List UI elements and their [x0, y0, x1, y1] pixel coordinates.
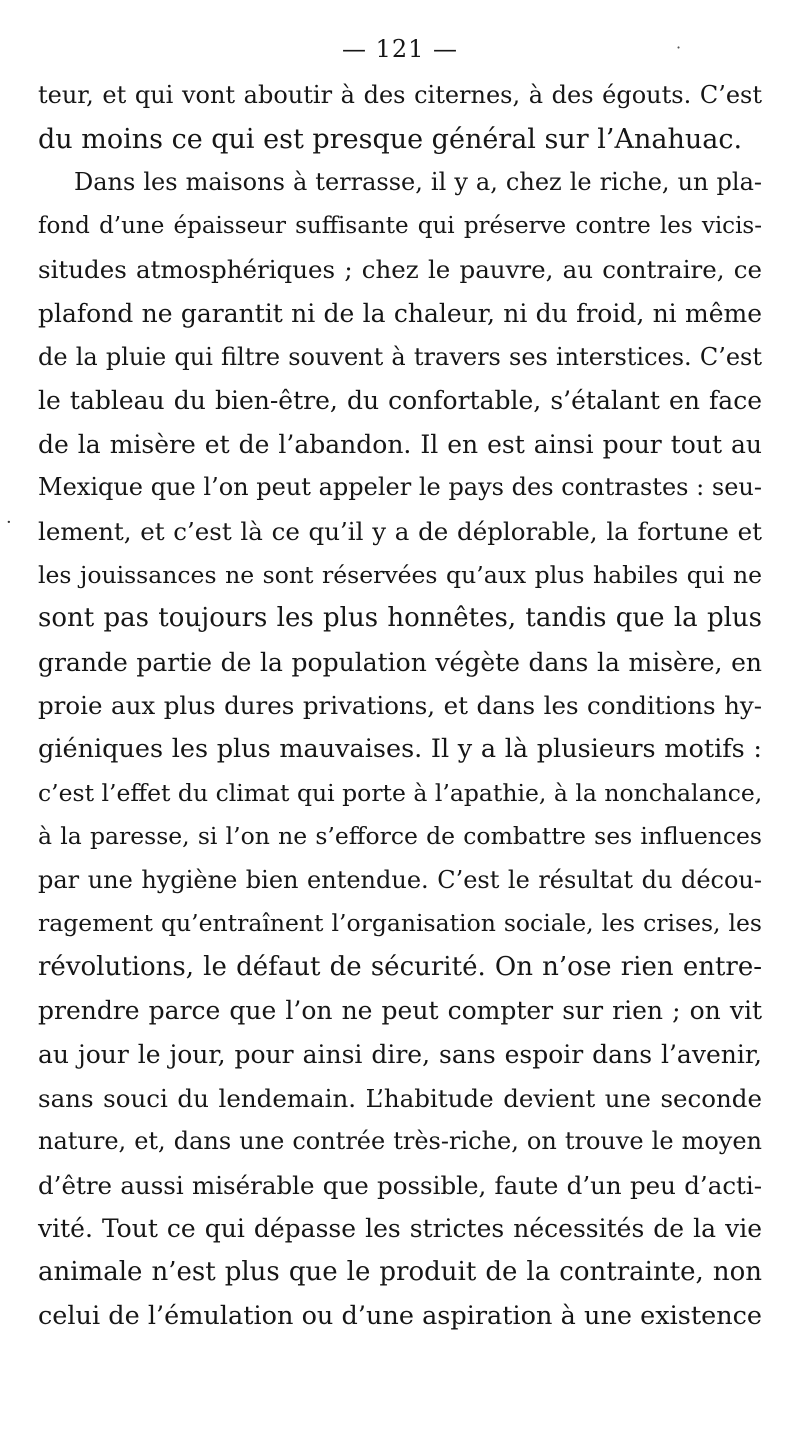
- text-line: nature, et, dans une contrée très-riche, on trouve le moyen: [38, 1127, 762, 1156]
- body-text: [38, 74, 762, 1338]
- text-line: sans souci du lendemain. L’habitude devient une seconde: [38, 1083, 762, 1113]
- text-line: sont pas toujours les plus honnêtes, tandis que la plus: [38, 603, 762, 634]
- speck-mark-icon: ·: [676, 38, 682, 57]
- text-line: teur, et qui vont aboutir à des citernes, à des égouts. C’est: [38, 81, 762, 109]
- text-line: animale n’est plus que le produit de la contrainte, non: [38, 1257, 762, 1288]
- text-line: révolutions, le défaut de sécurité. On n’ose rien entre-: [38, 951, 762, 982]
- page-number: — 121 —: [341, 35, 459, 63]
- text-line: par une hygiène bien entendue. C’est le résultat du décou-: [38, 865, 762, 894]
- text-line: plafond ne garantit ni de la chaleur, ni du froid, ni même: [38, 298, 762, 328]
- text-line: c’est l’effet du climat qui porte à l’apathie, à la nonchalance,: [38, 778, 763, 807]
- text-line: fond d’une épaisseur suffisante qui préserve contre les vicis-: [38, 212, 762, 239]
- text-line: Dans les maisons à terrasse, il y a, chez le riche, un pla-: [74, 168, 762, 197]
- text-line: celui de l’émulation ou d’une aspiration à une existence: [38, 1300, 762, 1331]
- text-line: ragement qu’entraînent l’organisation sociale, les crises, les: [38, 909, 762, 938]
- text-line: proie aux plus dures privations, et dans les conditions hy-: [38, 691, 762, 721]
- text-line: grande partie de la population végète dans la misère, en: [38, 647, 762, 677]
- text-line: à la paresse, si l’on ne s’efforce de combattre ses influences: [38, 822, 762, 851]
- text-line: giéniques les plus mauvaises. Il y a là plusieurs motifs :: [38, 733, 762, 764]
- margin-dot-icon: ·: [6, 512, 12, 533]
- text-line: de la pluie qui filtre souvent à travers ses interstices. C’est: [38, 342, 762, 371]
- text-line: prendre parce que l’on ne peut compter sur rien ; on vit: [38, 996, 762, 1026]
- text-line: situdes atmosphériques ; chez le pauvre, au contraire, ce: [38, 255, 762, 285]
- text-line: vité. Tout ce qui dépasse les strictes nécessités de la vie: [38, 1214, 762, 1244]
- text-line: de la misère et de l’abandon. Il en est ainsi pour tout au: [38, 429, 762, 459]
- text-line: Mexique que l’on peut appeler le pays des contrastes : seu-: [38, 473, 762, 502]
- text-line: les jouissances ne sont réservées qu’aux plus habiles qui ne: [38, 560, 762, 589]
- text-line: lement, et c’est là ce qu’il y a de déplorable, la fortune et: [38, 516, 762, 546]
- text-line: d’être aussi misérable que possible, faute d’un peu d’acti-: [38, 1170, 762, 1200]
- text-line: du moins ce qui est presque général sur l’Anahuac.: [38, 123, 743, 155]
- text-line: au jour le jour, pour ainsi dire, sans espoir dans l’avenir,: [38, 1040, 762, 1070]
- text-line: le tableau du bien-être, du confortable, s’étalant en face: [38, 386, 762, 416]
